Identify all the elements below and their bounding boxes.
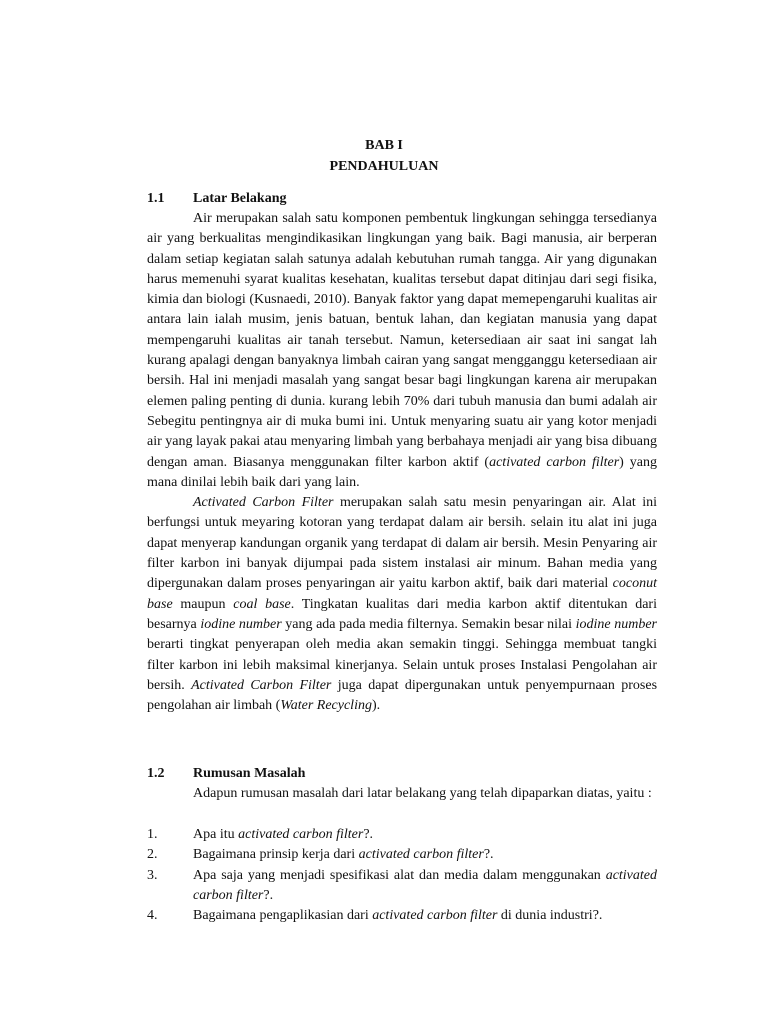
text-run: ?. [483,847,494,863]
section-heading-latar-belakang [147,189,667,209]
italic-term: Activated Carbon Filter [193,495,334,511]
italic-term: activated carbon filter [358,847,484,863]
italic-term: Water Recycling [280,698,372,714]
text-run: Bagaimana pengaplikasian dari [193,908,373,924]
italic-term: activated carbon filter [372,908,498,924]
paragraph-latar-belakang-2 [147,493,657,716]
list-item-number: 3. [147,867,158,883]
text-run: ). [371,698,381,714]
italic-term: Activated Carbon Filter [191,677,332,693]
section-number: 1.2 [147,766,165,781]
problem-list-item [147,845,657,865]
section-number: 1.1 [147,191,165,206]
list-item-text [193,825,657,845]
text-run: ?. [363,827,374,842]
section-title: Rumusan Masalah [193,766,306,781]
text-run: Air merupakan salah satu komponen pembentuk lingkungan sehingga tersedianya air yang berkualitas mengindikasikan lingkungan yang baik. Bagi manusia, air berperan dalam setiap kegiatan salah satunya adalah kebutuhan rumah tangga. Air yang digunakan harus memenuhi syarat kualitas kesehatan, kualitas tersebut dapat ditinjau dari segi fisika, kimia dan biologi (Kusnaedi, 2010). Banyak faktor yang dapat memepengaruhi kualitas air antara lain ialah musim, jenis batuan, bentuk lahan, dan kegiatan manusia yang dapat mempengaruhi kualitas air tanah tersebut. Namun, ketersediaan air saat ini sangat lah kurang apalagi dengan banyaknya limbah cairan yang sangat mengganggu ketersediaan air bersih. Hal ini menjadi masalah yang sangat besar bagi lingkungan karena air merupakan elemen paling penting di dunia. kurang lebih 70% dari tubuh manusia dan bumi adalah air Sebegitu pentingnya air di muka bumi ini. Untuk menyaring suatu air yang kotor menjadi air yang layak pakai atau menyaring limbah yang berbahaya menjadi air yang bisa dibuang dengan aman. Biasanya menggunakan filter karbon aktif ( [147,211,657,470]
text-run: maupun [172,596,234,612]
list-item-number: 2. [147,847,158,863]
section-body-rumusan-masalah [147,784,657,804]
italic-term: activated carbon filter [238,827,364,842]
list-item-text [193,845,657,865]
text-run: Bagaimana prinsip kerja dari [193,847,359,863]
text-run: berarti tingkat penyerapan oleh media akan semakin tinggi. Sehingga membuat tangki filter karbon ini lebih maksimal kinerjanya. Selain untuk proses Instalasi Pengolahan air bersih. [147,637,657,693]
paragraph-rumusan-intro [147,784,657,804]
italic-term: activated carbon filter [193,867,657,903]
italic-term: activated carbon filter [489,454,620,470]
problem-list-item [147,906,657,926]
chapter-title: PENDAHULUAN [329,159,439,174]
text-run: Apa itu [193,827,239,842]
list-item-number: 4. [147,908,158,924]
section-body-latar-belakang [147,209,657,716]
text-run: ) yang mana dinilai lebih baik dari yang lain. [147,454,657,490]
problem-list-item [147,825,657,845]
text-run: juga dapat dipergunakan untuk penyempurnaan proses pengolahan air limbah ( [147,677,658,714]
problem-list [147,825,657,926]
text-run: di dunia industri?. [497,908,603,924]
section-heading-rumusan-masalah [147,764,667,784]
list-item-text [193,866,657,907]
paragraph-latar-belakang-1 [147,209,657,493]
text-run: yang ada pada media filternya. Semakin besar nilai [281,616,576,632]
italic-term: iodine number [200,616,282,632]
italic-term: iodine number [575,616,657,632]
list-item-text [193,906,657,926]
italic-term: coal base [233,596,291,612]
text-run: Adapun rumusan masalah dari latar belakang yang telah dipaparkan diatas, yaitu : [193,786,652,801]
text-run: merupakan salah satu mesin penyaringan air. Alat ini berfungsi untuk meyaring kotoran yang terdapat dalam air bersih. selain itu alat ini juga dapat menyerap kandungan organik yang terdapat di dalam air bersih. Mesin Penyaring air filter karbon ini banyak dijumpai pada sistem instalasi air minum. Bahan media yang dipergunakan dalam proses penyaringan air yaitu karbon aktif, baik dari material [147,495,658,592]
text-run: ?. [263,887,274,903]
list-item-number: 1. [147,827,158,842]
text-run: . Tingkatan kualitas dari media karbon aktif ditentukan dari besarnya [147,596,657,632]
section-title: Latar Belakang [193,191,287,206]
problem-list-item [147,866,657,907]
italic-term: coconut base [147,576,657,612]
chapter-label: BAB I [365,138,403,153]
text-run: Apa saja yang menjadi spesifikasi alat dan media dalam menggunakan [193,867,606,883]
